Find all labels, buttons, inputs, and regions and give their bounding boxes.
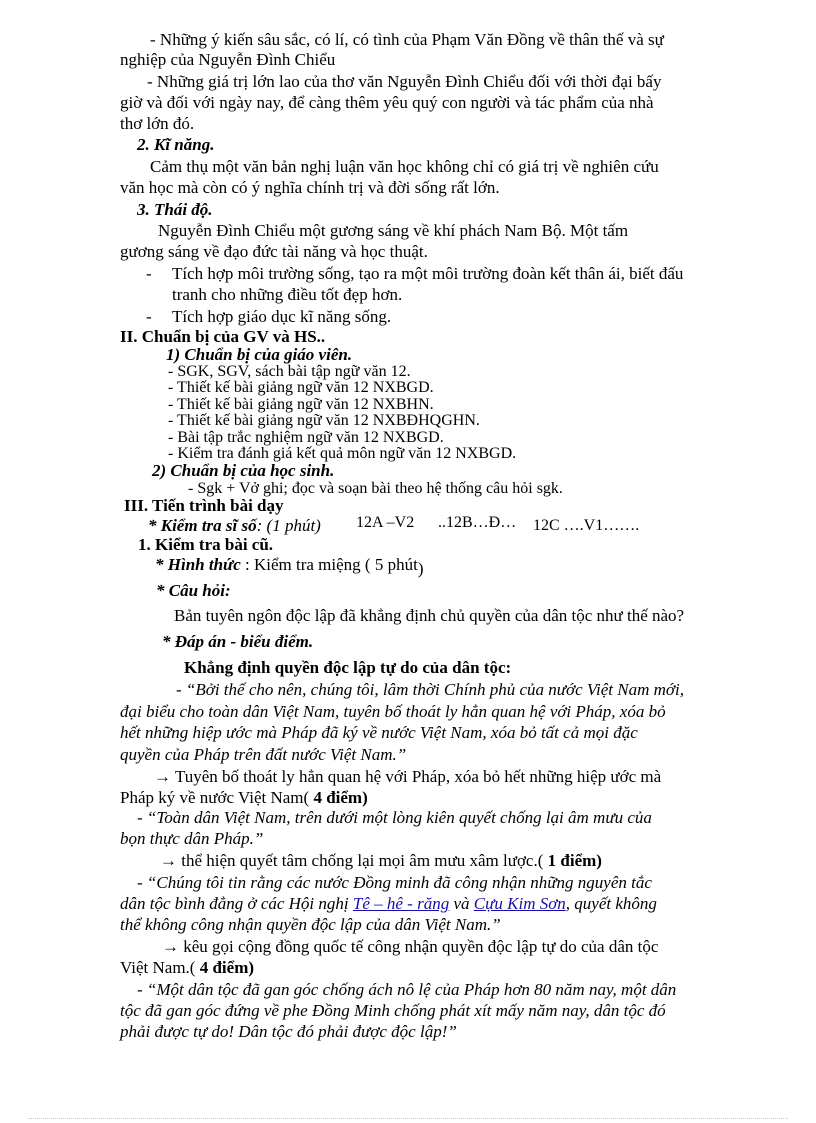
quote-1-line-3: hết những hiệp ước mà Pháp đã ký về nước Việt Nam, xóa bỏ tất cả mọi đặc	[120, 723, 638, 742]
result-2	[160, 851, 602, 871]
result-3-line-1	[162, 937, 658, 957]
prep-heading: II. Chuẩn bị của GV và HS..	[120, 327, 326, 346]
answer-label: * Đáp án - biểu điểm.	[162, 632, 314, 651]
goal-bullet-2: - Những giá trị lớn lao của thơ văn Nguyễn Đình Chiểu đối với thời đại bấy	[147, 72, 662, 91]
form-value: : Kiểm tra miệng ( 5 phút	[245, 555, 418, 574]
result-3-text: kêu gọi cộng đồng quốc tế công nhận quyền độc lập tự do của dân tộc	[183, 937, 659, 956]
attitude-item-1-cont: tranh cho những điều tốt đẹp hơn.	[172, 285, 403, 304]
teacher-prep-item: - Thiết kế bài giảng ngữ văn 12 NXBGD.	[168, 379, 434, 396]
teacher-prep-heading: 1) Chuẩn bị của giáo viên.	[166, 345, 353, 364]
teacher-prep-item: - Bài tập trắc nghiệm ngữ văn 12 NXBGD.	[168, 429, 444, 446]
result-1-score: 4 điểm)	[313, 788, 368, 807]
form-paren: )	[417, 559, 424, 578]
teacher-prep-item: - Thiết kế bài giảng ngữ văn 12 NXBĐHQGHN.	[168, 412, 480, 429]
list-dash: -	[146, 307, 152, 326]
link-tehran[interactable]: Tê – hê - răng	[352, 894, 450, 913]
quote-2-line-1: - “Toàn dân Việt Nam, trên dưới một lòng kiên quyết chống lại âm mưu của	[137, 808, 652, 827]
skills-para-2: văn học mà còn có ý nghĩa chính trị và đời sống rất lớn.	[120, 178, 500, 197]
result-3-line-2	[120, 958, 254, 978]
arrow-icon: →	[154, 767, 171, 786]
attitude-item-1: Tích hợp môi trường sống, tạo ra một môi trường đoàn kết thân ái, biết đấu	[172, 264, 684, 283]
skills-para-1: Cảm thụ một văn bản nghị luận văn học không chỉ có giá trị về nghiên cứu	[150, 157, 659, 176]
question-label: * Câu hỏi:	[156, 581, 231, 600]
result-1-line-1	[154, 767, 661, 787]
goal-bullet-1-cont: nghiệp của Nguyễn Đình Chiểu	[120, 50, 336, 69]
quote-4-line-2: tộc đã gan góc đứng về phe Đồng Minh chống phát xít mấy năm nay, dân tộc đó	[120, 1001, 666, 1020]
attitude-para-1: Nguyễn Đình Chiểu một gương sáng về khí phách Nam Bộ. Một tấm	[158, 221, 629, 240]
class-c: 12C ….V1…….	[533, 517, 640, 534]
quote-2-line-2: bọn thực dân Pháp.”	[120, 829, 264, 848]
attitude-para-2: gương sáng về đạo đức tài năng và học thuật.	[120, 242, 428, 261]
attitude-heading: 3. Thái độ.	[137, 200, 213, 219]
student-prep-item: - Sgk + Vở ghi; đọc và soạn bài theo hệ thống câu hỏi sgk.	[188, 480, 563, 497]
student-prep-heading: 2) Chuẩn bị của học sinh.	[152, 461, 335, 480]
class-a: 12A –V2	[356, 514, 415, 531]
quote-3-line-3: thể không công nhận quyền độc lập của dân Việt Nam.”	[120, 915, 501, 934]
attendance-line	[148, 516, 321, 536]
arrow-icon: →	[160, 851, 177, 870]
question-text: Bản tuyên ngôn độc lập đã khẳng định chủ quyền của dân tộc như thế nào?	[174, 606, 685, 625]
class-b: ..12B…Đ…	[438, 514, 517, 531]
quote-1-line-2: đại biểu cho toàn dân Việt Nam, tuyên bố thoát ly hẳn quan hệ với Pháp, xóa bỏ	[120, 702, 666, 721]
goal-bullet-1: - Những ý kiến sâu sắc, có lí, có tình của Phạm Văn Đồng về thân thế và sự	[150, 30, 664, 49]
quote-3-text-post: , quyết không	[565, 894, 657, 913]
quote-1-line-1: - “Bởi thế cho nên, chúng tôi, lâm thời Chính phủ của nước Việt Nam mới,	[176, 680, 684, 699]
quote-3-text: dân tộc bình đẳng ở các Hội nghị	[120, 894, 349, 913]
quote-1-line-4: quyền của Pháp trên đất nước Việt Nam.”	[120, 745, 407, 764]
goal-bullet-2-end: thơ lớn đó.	[120, 114, 195, 133]
teacher-prep-item: - SGK, SGV, sách bài tập ngữ văn 12.	[168, 363, 411, 380]
result-3-text-cont: Việt Nam.(	[120, 958, 196, 977]
result-1-line-2	[120, 788, 368, 808]
quote-3-line-1: - “Chúng tôi tin rằng các nước Đồng minh đã công nhận những nguyên tắc	[137, 873, 652, 892]
form-label: * Hình thức	[155, 555, 241, 574]
attendance-time: : (1 phút)	[256, 516, 321, 535]
process-heading: III. Tiến trình bài dạy	[124, 496, 284, 515]
result-1-text: Tuyên bố thoát ly hẳn quan hệ với Pháp, xóa bỏ hết những hiệp ước mà	[174, 767, 662, 786]
attitude-item-2: Tích hợp giáo dục kĩ năng sống.	[172, 307, 392, 326]
quote-3-and: và	[453, 894, 470, 913]
quote-3-line-2	[120, 894, 657, 914]
teacher-prep-item: - Thiết kế bài giảng ngữ văn 12 NXBHN.	[168, 396, 434, 413]
link-san-francisco[interactable]: Cựu Kim Sơn	[473, 894, 566, 913]
page-bottom-divider	[28, 1118, 788, 1119]
attendance-label: * Kiểm tra sĩ số	[148, 516, 257, 535]
teacher-prep-item: - Kiểm tra đánh giá kết quả môn ngữ văn 12 NXBGD.	[168, 445, 517, 462]
form-line	[155, 555, 424, 578]
oldlesson-heading: 1. Kiểm tra bài cũ.	[138, 535, 274, 554]
list-dash: -	[146, 264, 152, 283]
skills-heading: 2. Kĩ năng.	[137, 135, 215, 154]
goal-bullet-2-cont: giờ và đối với ngày nay, để càng thêm yêu quý con người và tác phẩm của nhà	[120, 93, 654, 112]
arrow-icon: →	[162, 937, 179, 956]
result-2-score: 1 điểm)	[547, 851, 602, 870]
answer-title: Khẳng định quyền độc lập tự do của dân tộc:	[184, 658, 512, 677]
result-3-score: 4 điểm)	[199, 958, 255, 977]
result-2-text: thể hiện quyết tâm chống lại mọi âm mưu xâm lược.(	[181, 851, 544, 870]
result-1-text-cont: Pháp ký về nước Việt Nam(	[120, 788, 310, 807]
quote-4-line-3: phải được tự do! Dân tộc đó phải được độc lập!”	[120, 1022, 457, 1041]
quote-4-line-1: - “Một dân tộc đã gan góc chống ách nô lệ của Pháp hơn 80 năm nay, một dân	[137, 980, 677, 999]
